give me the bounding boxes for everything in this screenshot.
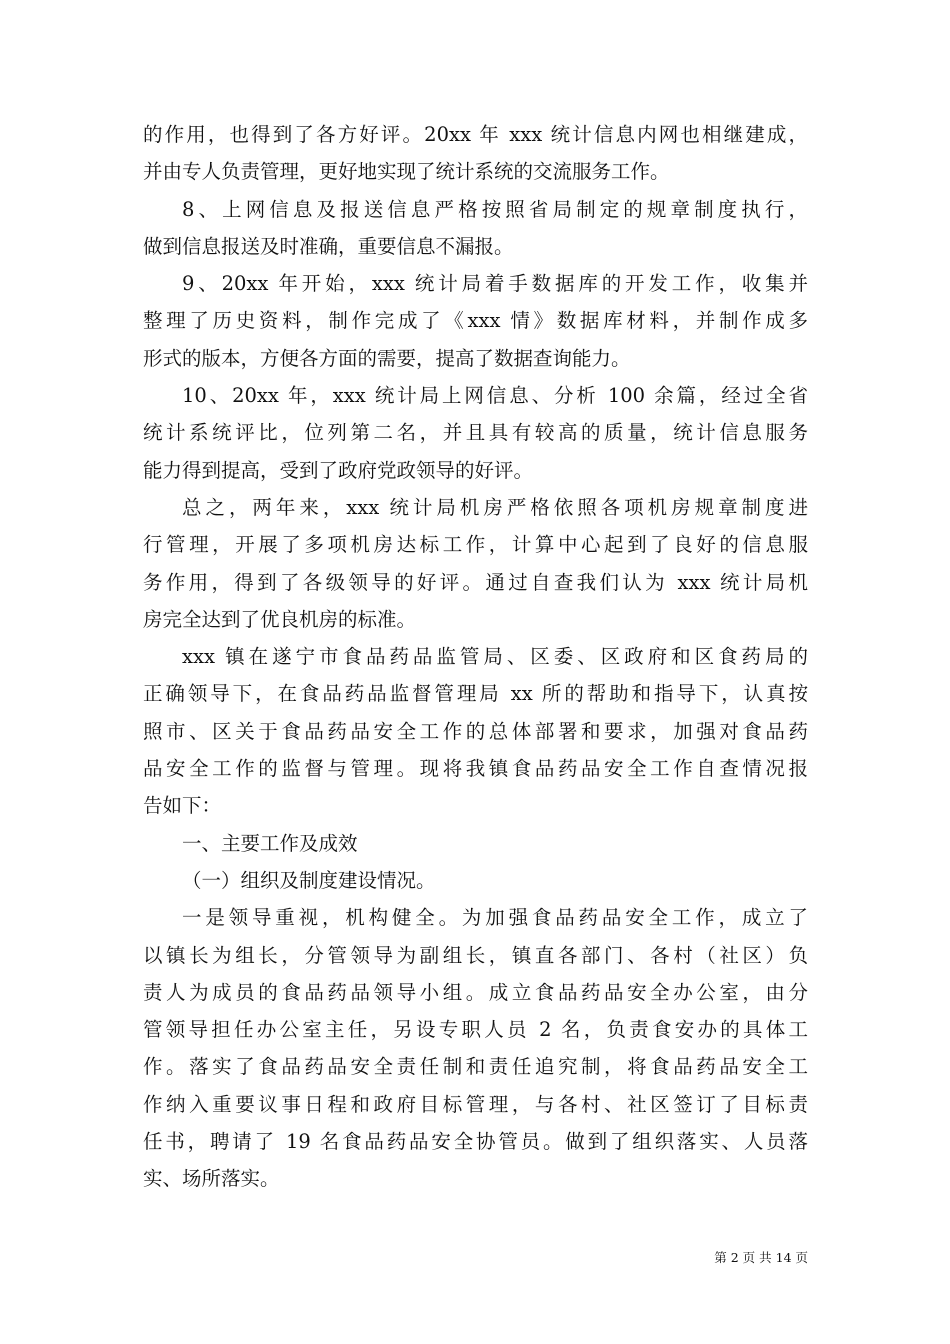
text-line: 以镇长为组长，分管领导为副组长，镇直各部门、各村（社区）负 bbox=[143, 943, 808, 967]
text-line: 形式的版本，方便各方面的需要，提高了数据查询能力。 bbox=[143, 346, 631, 370]
text-line: 任书，聘请了 19 名食品药品安全协管员。做到了组织落实、人员落 bbox=[143, 1130, 808, 1154]
text-line: 并由专人负责管理，更好地实现了统计系统的交流服务工作。 bbox=[143, 160, 670, 184]
text-line: 作。落实了食品药品安全责任制和责任追究制，将食品药品安全工 bbox=[143, 1055, 808, 1079]
text-line: 统计系统评比，位列第二名，并且具有较高的质量，统计信息服务 bbox=[143, 421, 808, 445]
text-line: 告如下： bbox=[143, 794, 222, 818]
text-line: 作纳入重要议事日程和政府目标管理，与各村、社区签订了目标责 bbox=[143, 1092, 808, 1116]
text-line: 务作用，得到了各级领导的好评。通过自查我们认为 xxx 统计局机 bbox=[143, 570, 808, 594]
text-line: 整理了历史资料，制作完成了《xxx 情》数据库材料，并制作成多 bbox=[143, 309, 808, 333]
text-line: 一是领导重视，机构健全。为加强食品药品安全工作，成立了 bbox=[182, 906, 808, 930]
text-line: 总之，两年来，xxx 统计局机房严格依照各项机房规章制度进 bbox=[182, 495, 808, 519]
text-line: 照市、区关于食品药品安全工作的总体部署和要求，加强对食品药 bbox=[143, 719, 808, 743]
text-line: 10、20xx 年，xxx 统计局上网信息、分析 100 余篇，经过全省 bbox=[182, 384, 808, 408]
text-line: 品安全工作的监督与管理。现将我镇食品药品安全工作自查情况报 bbox=[143, 757, 808, 781]
text-line: xxx 镇在遂宁市食品药品监管局、区委、区政府和区食药局的 bbox=[182, 645, 808, 669]
text-line: 行管理，开展了多项机房达标工作，计算中心起到了良好的信息服 bbox=[143, 533, 808, 557]
text-line: 9、20xx 年开始，xxx 统计局着手数据库的开发工作，收集并 bbox=[182, 272, 808, 296]
text-line: 做到信息报送及时准确，重要信息不漏报。 bbox=[143, 234, 514, 258]
document-body bbox=[143, 116, 808, 1198]
text-line: 能力得到提高，受到了政府党政领导的好评。 bbox=[143, 458, 534, 482]
text-line: 房完全达到了优良机房的标准。 bbox=[143, 607, 417, 631]
text-line: 正确领导下，在食品药品监督管理局 xx 所的帮助和指导下，认真按 bbox=[143, 682, 808, 706]
text-line: 的作用，也得到了各方好评。20xx 年 xxx 统计信息内网也相继建成， bbox=[143, 123, 808, 146]
text-line: 责人为成员的食品药品领导小组。成立食品药品安全办公室，由分 bbox=[143, 980, 808, 1004]
text-line: 8、上网信息及报送信息严格按照省局制定的规章制度执行， bbox=[182, 197, 808, 221]
subsection-heading: （一）组织及制度建设情况。 bbox=[182, 868, 436, 892]
text-line: 实、场所落实。 bbox=[143, 1167, 280, 1191]
text-line: 管领导担任办公室主任，另设专职人员 2 名，负责食安办的具体工 bbox=[143, 1018, 808, 1042]
page-number: 第 2 页 共 14 页 bbox=[714, 1250, 808, 1265]
section-heading: 一、主要工作及成效 bbox=[182, 831, 358, 855]
